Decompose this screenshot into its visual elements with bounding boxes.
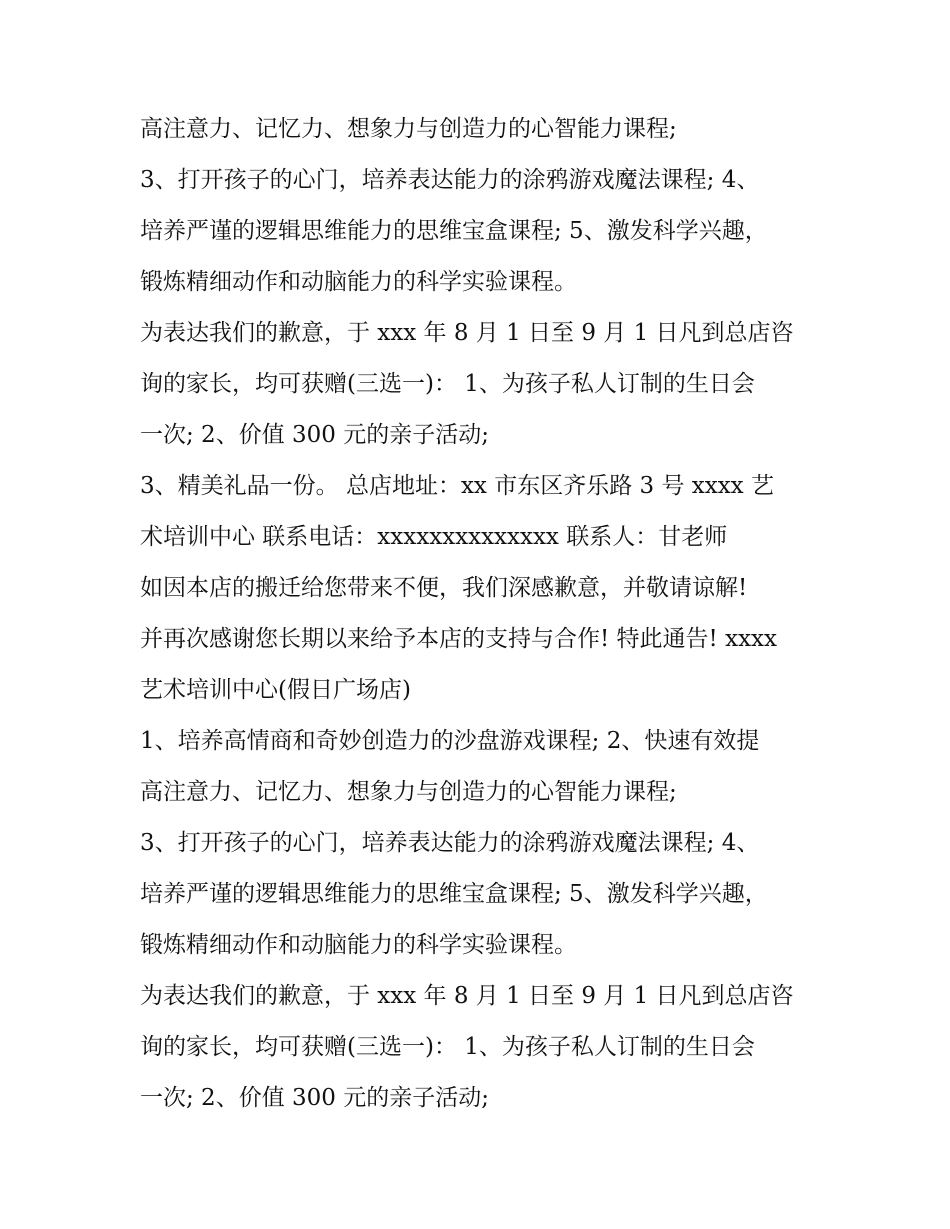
- text-line: 并再次感谢您长期以来给予本店的支持与合作! 特此通告! xxxx: [140, 626, 777, 652]
- text-line: 培养严谨的逻辑思维能力的思维宝盒课程; 5、激发科学兴趣，: [140, 218, 768, 244]
- document-body: [140, 104, 840, 1124]
- text-line: 3、精美礼品一份。 总店地址：xx 市东区齐乐路 3 号 xxxx 艺: [140, 473, 774, 499]
- text-line: 艺术培训中心(假日广场店): [140, 677, 411, 703]
- text-line: 为表达我们的歉意，于 xxx 年 8 月 1 日至 9 月 1 日凡到总店咨: [140, 320, 794, 346]
- text-line: 锻炼精细动作和动脑能力的科学实验课程。: [140, 932, 577, 958]
- text-line: 高注意力、记忆力、想象力与创造力的心智能力课程;: [140, 779, 677, 805]
- text-line: 3、打开孩子的心门，培养表达能力的涂鸦游戏魔法课程; 4、: [140, 167, 760, 193]
- text-line: 如因本店的搬迁给您带来不便，我们深感歉意，并敬请谅解!: [140, 575, 748, 601]
- text-line: 高注意力、记忆力、想象力与创造力的心智能力课程;: [140, 116, 677, 142]
- text-line: 术培训中心 联系电话：xxxxxxxxxxxxxx 联系人：甘老师: [140, 524, 728, 550]
- text-line: 锻炼精细动作和动脑能力的科学实验课程。: [140, 269, 577, 295]
- text-line: 1、培养高情商和奇妙创造力的沙盘游戏课程; 2、快速有效提: [140, 728, 760, 754]
- text-line: 为表达我们的歉意，于 xxx 年 8 月 1 日至 9 月 1 日凡到总店咨: [140, 983, 794, 1009]
- text-line: 一次; 2、价值 300 元的亲子活动;: [140, 1085, 489, 1111]
- text-line: 3、打开孩子的心门，培养表达能力的涂鸦游戏魔法课程; 4、: [140, 830, 760, 856]
- text-line: 询的家长，均可获赠(三选一)： 1、为孩子私人订制的生日会: [140, 1034, 755, 1060]
- text-line: 培养严谨的逻辑思维能力的思维宝盒课程; 5、激发科学兴趣，: [140, 881, 768, 907]
- text-line: 一次; 2、价值 300 元的亲子活动;: [140, 422, 489, 448]
- text-line: 询的家长，均可获赠(三选一)： 1、为孩子私人订制的生日会: [140, 371, 755, 397]
